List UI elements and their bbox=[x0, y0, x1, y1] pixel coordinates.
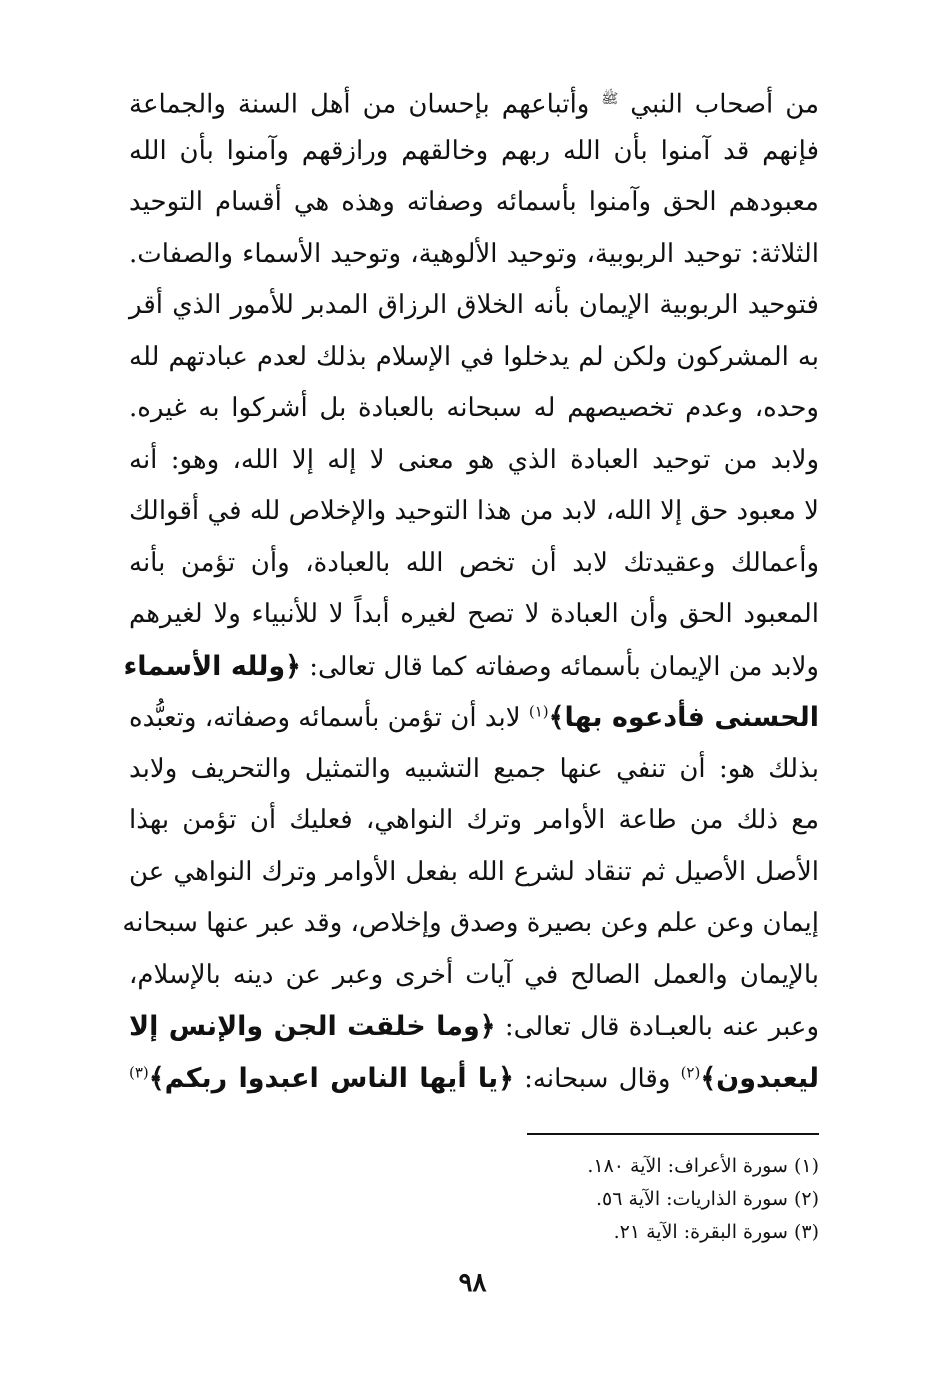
text-line: بذلك هو: أن تنفي عنها جميع التشبيه والتمثيل والتحريف ولابد bbox=[129, 753, 819, 784]
text-line bbox=[123, 641, 819, 693]
footnote-ref: (٢) bbox=[680, 1062, 701, 1081]
text-line bbox=[129, 74, 819, 126]
text-line bbox=[129, 692, 819, 744]
text-line: مع ذلك من طاعة الأوامر وترك النواهي، فعليك أن تؤمن بهذا bbox=[129, 805, 819, 835]
quran-verse: ﴿ولله الأسماء bbox=[123, 650, 301, 682]
text-line: بالإيمان والعمل الصالح في آيات أخرى وعبر عن دينه بالإسلام، bbox=[129, 959, 819, 990]
text-line: ولابد من توحيد العبادة الذي هو معنى لا إله إلا الله، وهو: أنه bbox=[129, 444, 819, 475]
text-line: وحده، وعدم تخصيصهم له سبحانه بالعبادة بل أشركوا به غيره. bbox=[129, 393, 819, 423]
text-line: به المشركون ولكن لم يدخلوا في الإسلام بذلك لعدم عبادتهم لله bbox=[129, 341, 819, 372]
honorific-symbol: ﷺ bbox=[601, 91, 619, 107]
footnote: (١) سورة الأعراف: الآية ١٨٠. bbox=[587, 1155, 819, 1177]
text-line: إيمان وعن علم وعن بصيرة وصدق وإخلاص، وقد عبر عنها سبحانه bbox=[122, 908, 819, 938]
text-segment: وعبر عنه بالعبـادة قال تعالى: bbox=[504, 1012, 820, 1042]
main-text bbox=[122, 74, 820, 1104]
footnote-ref: (٣) bbox=[129, 1062, 149, 1081]
text-line: الأصل الأصيل ثم تنقاد لشرع الله بفعل الأوامر وترك النواهي عن bbox=[129, 856, 819, 887]
text-line: وأعمالك وعقيدتك لابد أن تخص الله بالعبادة، وأن تؤمن بأنه bbox=[129, 547, 819, 578]
quran-verse: ﴿وما خلقت الجن والإنس إلا bbox=[129, 1011, 496, 1042]
text-segment: ولابد من الإيمان بأسمائه وصفاته كما قال تعالى: bbox=[309, 651, 819, 682]
footnote: (٢) سورة الذاريات: الآية ٥٦. bbox=[596, 1188, 819, 1210]
footnotes bbox=[129, 1150, 819, 1249]
text-segment: من أصحاب النبي bbox=[630, 89, 819, 120]
text-line: فإنهم قد آمنوا بأن الله ربهم وخالقهم ورازقهم وآمنوا بأن الله bbox=[129, 135, 819, 166]
text-line: لا معبود حق إلا الله، لابد من هذا التوحيد والإخلاص لله في أقوالك bbox=[129, 496, 819, 526]
page-number: ٩٨ bbox=[458, 1268, 487, 1298]
footnote-divider bbox=[527, 1133, 819, 1135]
footnote-ref: (١) bbox=[528, 702, 549, 721]
text-line: الثلاثة: توحيد الربوبية، وتوحيد الألوهية، وتوحيد الأسماء والصفات. bbox=[129, 238, 819, 269]
text-line bbox=[129, 1053, 819, 1105]
text-line: المعبود الحق وأن العبادة لا تصح لغيره أبداً لا للأنبياء ولا لغيرهم bbox=[129, 599, 819, 629]
text-line: فتوحيد الربوبية الإيمان بأنه الخلاق الرزاق المدبر للأمور الذي أقر bbox=[129, 290, 819, 320]
quran-verse: ليعبدون﴾ bbox=[700, 1062, 820, 1094]
text-segment: وقال سبحانه: bbox=[524, 1063, 671, 1094]
text-line: معبودهم الحق وآمنوا بأسمائه وصفاته وهذه هي أقسام التوحيد bbox=[129, 187, 819, 217]
quran-verse: ﴿يا أيها الناس اعبدوا ربكم﴾ bbox=[148, 1062, 514, 1094]
footnote: (٣) سورة البقرة: الآية ٢١. bbox=[613, 1221, 819, 1243]
text-line bbox=[129, 1001, 819, 1053]
text-segment: وأتباعهم بإحسان من أهل السنة والجماعة bbox=[129, 89, 590, 120]
text-segment: لابد أن تؤمن بأسمائه وصفاته، وتعبُّده bbox=[129, 703, 521, 733]
quran-verse: الحسنى فأدعوه بها﴾ bbox=[548, 702, 820, 733]
